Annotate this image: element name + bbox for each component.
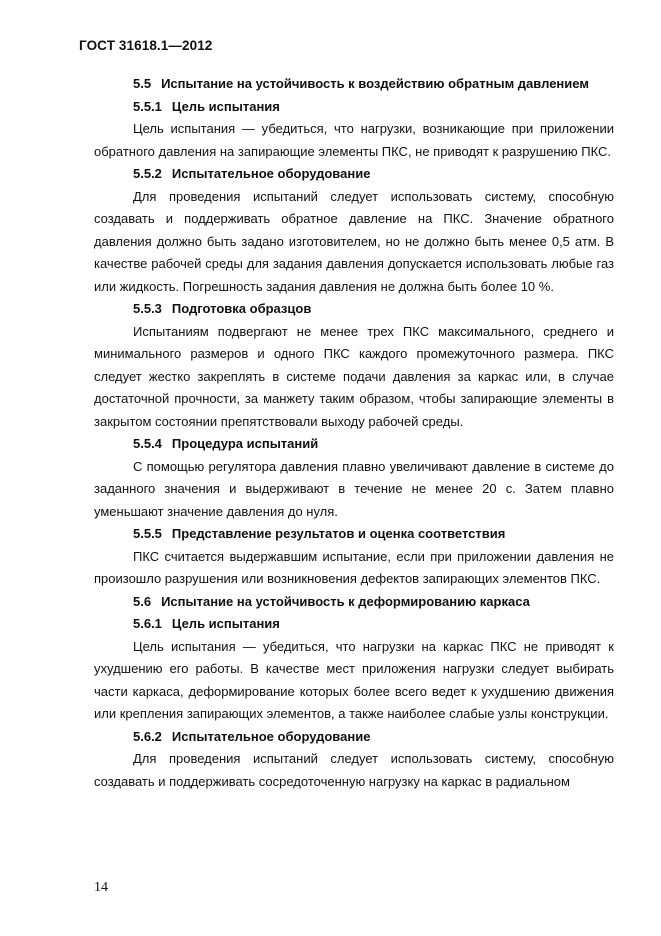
document-body	[94, 73, 614, 793]
section-title: Испытательное оборудование	[171, 166, 371, 181]
section-heading	[133, 726, 614, 749]
section-title: Испытательное оборудование	[171, 728, 371, 744]
paragraph: Для проведения испытаний следует использовать систему, способную создавать и поддерживать сосредоточенную нагрузку на каркас в радиальном	[94, 751, 614, 789]
section-title: Цель испытания	[171, 98, 280, 114]
section-heading	[133, 96, 614, 119]
section-number: 5.6.1	[133, 616, 162, 631]
section-number: 5.5.4	[133, 436, 162, 451]
document-header: ГОСТ 31618.1—2012	[79, 38, 213, 53]
section-number: 5.5.1	[133, 98, 162, 114]
section-heading	[133, 73, 614, 96]
page-number: 14	[94, 880, 108, 895]
section-title: Процедура испытаний	[171, 436, 319, 451]
section-title: Подготовка образцов	[171, 301, 312, 316]
section-number: 5.5	[133, 76, 152, 91]
paragraph: Испытаниям подвергают не менее трех ПКС максимального, среднего и минимального размеров и одного ПКС каждого промежуточного размера. ПКС следует жестко закреплять в системе подачи давления за каркас или, в случае достаточной прочности, за манжету таким образом, чтобы запирающие элементы в закрытом состоянии препятствовали выходу рабочей среды.	[94, 323, 614, 429]
paragraph: ПКС считается выдержавшим испытание, если при приложении давления не произошло разрушения или возникновения дефектов запирающих элементов ПКС.	[94, 548, 614, 586]
section-title: Цель испытания	[171, 616, 280, 631]
section-heading	[133, 523, 614, 546]
paragraph: Для проведения испытаний следует использовать систему, способную создавать и поддерживать обратное давление на ПКС. Значение обратного давления должно быть задано изготовителем, но не должно быть менее 0,5 атм. В качестве рабочей среды для задания давления допускается использовать любые газ или жидкость. Погрешность задания давления не должна быть более 10 %.	[94, 188, 614, 294]
section-number: 5.6.2	[133, 728, 162, 744]
section-heading	[133, 613, 614, 636]
section-title: Испытание на устойчивость к воздействию обратным давлением	[161, 76, 589, 91]
paragraph: Цель испытания — убедиться, что нагрузки, возникающие при приложении обратного давления на запирающие элементы ПКС, не приводят к разрушению ПКС.	[94, 121, 614, 159]
section-title: Испытание на устойчивость к деформированию каркаса	[161, 593, 530, 609]
section-number: 5.5.3	[133, 301, 162, 316]
section-number: 5.6	[133, 593, 152, 609]
paragraph: Цель испытания — убедиться, что нагрузки на каркас ПКС не приводят к ухудшению его работы. В качестве мест приложения нагрузки следует выбирать части каркаса, деформирование которых более всего ведет к ухудшению движения или крепления запирающих элементов, а также наиболее слабые узлы конструкции.	[94, 638, 614, 721]
paragraph: С помощью регулятора давления плавно увеличивают давление в системе до заданного значения и выдерживают в течение не менее 20 с. Затем плавно уменьшают значение давления до нуля.	[94, 458, 614, 519]
section-title: Представление результатов и оценка соответствия	[171, 526, 506, 541]
section-number: 5.5.5	[133, 526, 162, 541]
section-heading	[133, 298, 614, 321]
section-heading	[133, 433, 614, 456]
section-heading	[133, 591, 614, 614]
section-heading	[133, 163, 614, 186]
section-number: 5.5.2	[133, 166, 162, 181]
